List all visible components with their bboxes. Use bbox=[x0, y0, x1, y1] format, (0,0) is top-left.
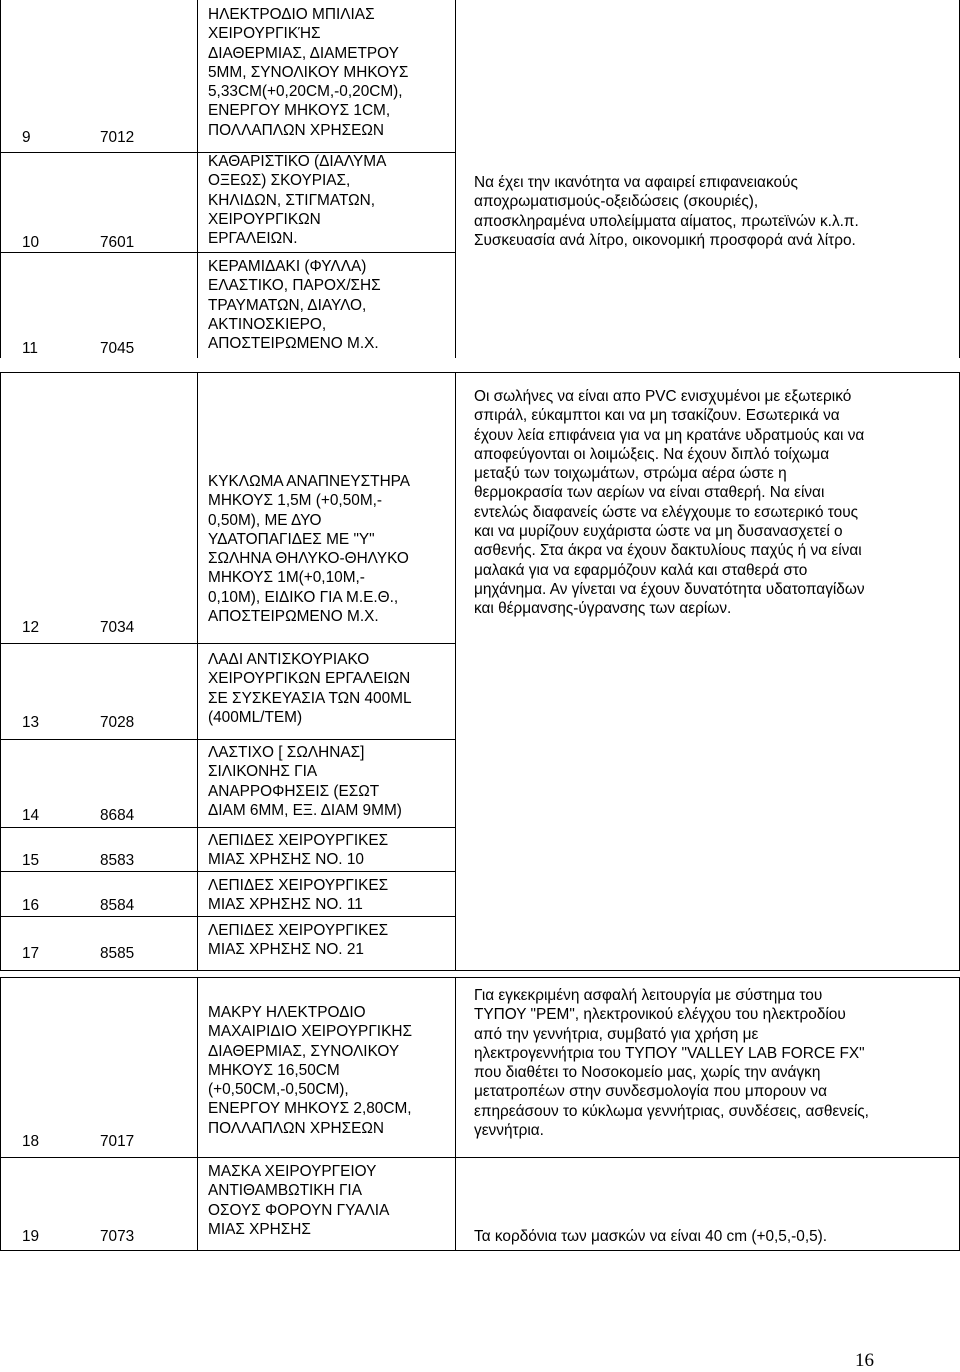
row-divider bbox=[0, 739, 455, 740]
row-number: 15 bbox=[22, 852, 40, 869]
table-group-b bbox=[0, 372, 960, 970]
row-divider bbox=[0, 1250, 960, 1251]
column-divider bbox=[197, 0, 198, 358]
item-description: ΛΕΠΙΔΕΣ ΧΕΙΡΟΥΡΓΙΚΕΣ ΜΙΑΣ ΧΡΗΣΗΣ ΝΟ. 11 bbox=[208, 877, 389, 914]
row-divider bbox=[0, 970, 960, 971]
page-number: 16 bbox=[855, 1350, 874, 1371]
item-specification: Τα κορδόνια των μασκών να είναι 40 cm (+0,5,-0,5). bbox=[474, 1228, 828, 1245]
table-group-a bbox=[0, 0, 960, 358]
item-description: ΗΛΕΚΤΡΟΔΙΟ ΜΠΙΛΙΑΣ ΧΕΙΡΟΥΡΓΙΚΉΣ ΔΙΑΘΕΡΜΙΑΣ, ΔΙΑΜΕΤΡΟΥ 5ΜΜ, ΣΥΝΟΛΙΚΟΥ ΜΗΚΟΥΣ 5,33CM(+0,20CM,-0,20CM), ΕΝΕΡΓΟΥ ΜΗΚΟΥΣ 1CM, ΠΟΛΛΑΠΛΩΝ ΧΡΗΣΕΩΝ bbox=[208, 6, 409, 139]
item-description: ΛΕΠΙΔΕΣ ΧΕΙΡΟΥΡΓΙΚΕΣ ΜΙΑΣ ΧΡΗΣΗΣ ΝΟ. 21 bbox=[208, 922, 389, 959]
item-description: ΚΥΚΛΩΜΑ ΑΝΑΠΝΕΥΣΤΗΡΑ ΜΗΚΟΥΣ 1,5Μ (+0,50Μ,- 0,50Μ), ΜΕ ΔΥΟ ΥΔΑΤΟΠΑΓΙΔΕΣ ΜΕ "Υ" ΣΩΛΗΝΑ ΘΗΛΥΚΟ-ΘΗΛΥΚΟ ΜΗΚΟΥΣ 1Μ(+0,10Μ,- 0,10Μ), ΕΙΔΙΚΟ ΓΙΑ Μ.Ε.Θ., ΑΠΟΣΤΕΙΡΩΜΕΝΟ Μ.Χ. bbox=[208, 473, 411, 626]
item-code: 7012 bbox=[100, 129, 135, 146]
column-divider bbox=[0, 372, 1, 970]
row-divider bbox=[0, 252, 455, 253]
row-divider bbox=[0, 871, 455, 872]
column-divider bbox=[0, 0, 1, 358]
table-group-c bbox=[0, 977, 960, 1250]
item-description: ΜΑΣΚΑ ΧΕΙΡΟΥΡΓΕΙΟΥ ΑΝΤΙΘΑΜΒΩΤΙΚΗ ΓΙΑ ΟΣΟΥΣ ΦΟΡΟΥΝ ΓΥΑΛΙΑ ΜΙΑΣ ΧΡΗΣΗΣ bbox=[208, 1163, 390, 1238]
item-code: 7017 bbox=[100, 1133, 135, 1150]
row-number: 14 bbox=[22, 807, 40, 824]
item-code: 7028 bbox=[100, 714, 135, 731]
row-number: 9 bbox=[22, 129, 31, 146]
item-code: 8584 bbox=[100, 897, 135, 914]
item-code: 7045 bbox=[100, 340, 135, 357]
item-description: ΛΑΣΤΙΧΟ [ ΣΩΛΗΝΑΣ] ΣΙΛΙΚΟΝΗΣ ΓΙΑ ΑΝΑΡΡΟΦΗΣΕΙΣ (ΕΣΩΤ ΔΙΑΜ 6ΜΜ, ΕΞ. ΔΙΑΜ 9ΜΜ) bbox=[208, 744, 402, 819]
row-number: 18 bbox=[22, 1133, 40, 1150]
item-description: ΚΕΡΑΜΙΔΑΚΙ (ΦΥΛΛΑ) ΕΛΑΣΤΙΚΟ, ΠΑΡΟΧ/ΣΗΣ ΤΡΑΥΜΑΤΩΝ, ΔΙΑΥΛΟ, ΑΚΤΙΝΟΣΚΙΕΡΟ, ΑΠΟΣΤΕΙΡΩΜΕΝΟ Μ.Χ. bbox=[208, 258, 381, 353]
item-specification: Να έχει την ικανότητα να αφαιρεί επιφανειακούς αποχρωματισμούς-οξειδώσεις (σκουριές), αποσκληραμένα υπολείμματα αίματος, πρωτεϊνών κ.λ.π. Συσκευασία ανά λίτρο, οικονομική προσφορά ανά λίτρο. bbox=[474, 174, 859, 249]
column-divider bbox=[197, 372, 198, 970]
row-number: 11 bbox=[22, 340, 38, 357]
row-number: 17 bbox=[22, 945, 40, 962]
item-description: ΛΕΠΙΔΕΣ ΧΕΙΡΟΥΡΓΙΚΕΣ ΜΙΑΣ ΧΡΗΣΗΣ ΝΟ. 10 bbox=[208, 832, 389, 869]
item-code: 7601 bbox=[100, 234, 135, 251]
item-code: 7034 bbox=[100, 619, 135, 636]
item-description: ΚΑΘΑΡΙΣΤΙΚΟ (ΔΙΑΛΥΜΑ ΟΞΕΩΣ) ΣΚΟΥΡΙΑΣ, ΚΗΛΙΔΩΝ, ΣΤΙΓΜΑΤΩΝ, ΧΕΙΡΟΥΡΓΙΚΩΝ ΕΡΓΑΛΕΙΩΝ. bbox=[208, 153, 387, 248]
item-code: 8583 bbox=[100, 852, 135, 869]
column-divider bbox=[197, 977, 198, 1250]
row-number: 12 bbox=[22, 619, 40, 636]
row-divider bbox=[0, 1157, 960, 1158]
item-code: 7073 bbox=[100, 1228, 135, 1245]
item-specification: Οι σωλήνες να είναι απο PVC ενισχυμένοι με εξωτερικό σπιράλ, εύκαμπτοι και να μη τσακίζουν. Εσωτερικά να έχουν λεία επιφάνεια για να μη κρατάνε υδρατμούς και να αποφεύγονται οι λοιμώξεις. Να έχουν διπλό τοίχωμα μεταξύ των τοιχωμάτων, στρώμα αέρα ώστε η θερμοκρασία των αερίων να είναι σταθερή. Να είναι εντελώς διαφανείς ώστε να ελέγχουμε το εσωτερικό τους και να μυρίζουν ευχάριστα ώστε να μη δυσανασχετεί ο ασθενής. Στα άκρα να έχουν δακτυλίους παχύς ή να είναι μαλακά για να εφαρμόζουν καλά και σταθερά στο μηχάνημα. Αν γίνεται να έχουν δυνατότητα υδατοπαγίδων και θέρμανσης-ύγρανσης των αερίων. bbox=[474, 388, 865, 618]
item-specification: Για εγκεκριμένη ασφαλή λειτουργία με σύστημα του ΤΥΠΟΥ "PEM", ηλεκτρονικού ελέγχου του ηλεκτροδίου από την γεννήτρια, συμβατό για χρήση με ηλεκτρογεννήτρια του ΤΥΠΟΥ "VALLEY LAB FORCE FX" που διαθέτει το Νοσοκομείο μας, χωρίς την ανάγκη μετατροπέων στην συνδεσμολογία που μπορουν να επηρεάσουν το κύκλωμα γεννήτριας, συνδέσεις, ασθενείς, γεννήτρια. bbox=[474, 987, 869, 1140]
row-number: 19 bbox=[22, 1228, 40, 1245]
item-description: ΛΑΔΙ ΑΝΤΙΣΚΟΥΡΙΑΚΟ ΧΕΙΡΟΥΡΓΙΚΩΝ ΕΡΓΑΛΕΙΩΝ ΣΕ ΣΥΣΚΕΥΑΣΙΑ ΤΩΝ 400ML (400ML/TEM) bbox=[208, 651, 412, 726]
item-code: 8585 bbox=[100, 945, 135, 962]
row-divider bbox=[0, 827, 455, 828]
row-number: 10 bbox=[22, 234, 40, 251]
row-divider bbox=[0, 372, 960, 373]
row-divider bbox=[0, 977, 960, 978]
column-divider bbox=[0, 977, 1, 1250]
item-code: 8684 bbox=[100, 807, 135, 824]
row-number: 16 bbox=[22, 897, 40, 914]
item-description: ΜΑΚΡΥ ΗΛΕΚΤΡΟΔΙΟ ΜΑΧΑΙΡΙΔΙΟ ΧΕΙΡΟΥΡΓΙΚΗΣ ΔΙΑΘΕΡΜΙΑΣ, ΣΥΝΟΛΙΚΟΥ ΜΗΚΟΥΣ 16,50CM (+0,50CM,-0,50CM), ΕΝΕΡΓΟΥ ΜΗΚΟΥΣ 2,80CM, ΠΟΛΛΑΠΛΩΝ ΧΡΗΣΕΩΝ bbox=[208, 1004, 412, 1137]
row-divider bbox=[0, 916, 455, 917]
row-number: 13 bbox=[22, 714, 40, 731]
row-divider bbox=[0, 643, 455, 644]
